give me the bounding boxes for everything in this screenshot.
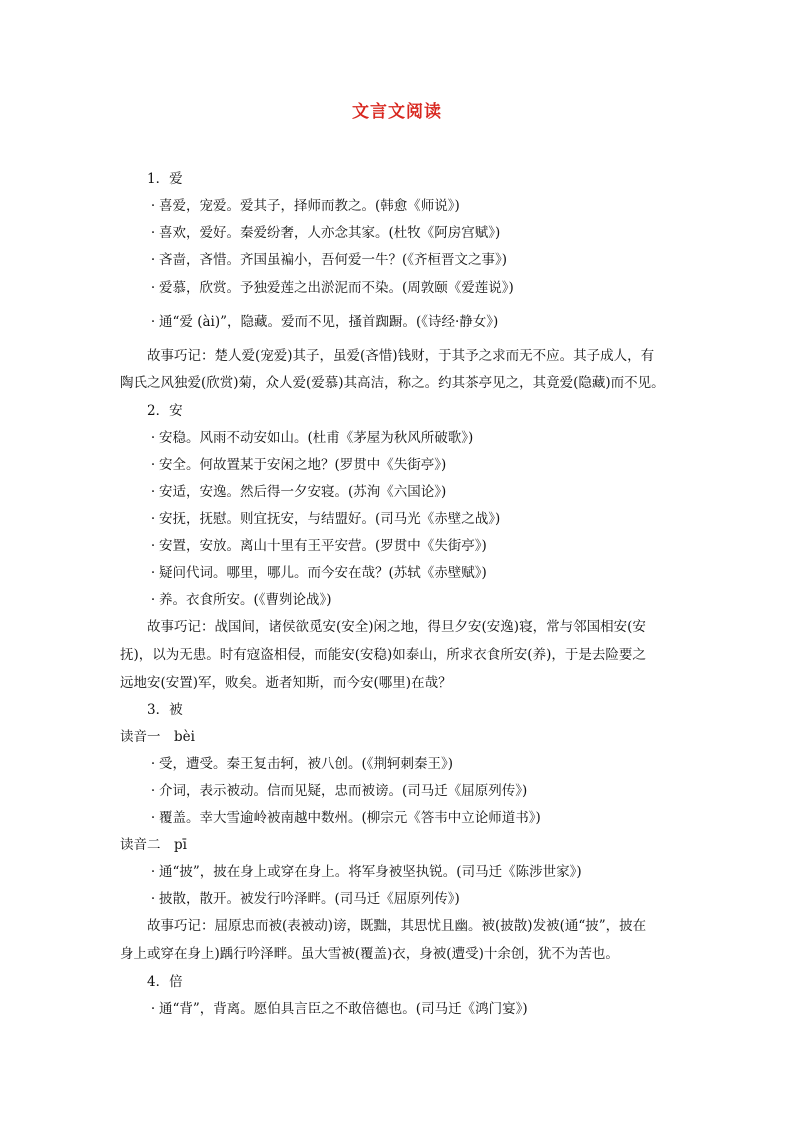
bullet: · [150, 538, 156, 554]
definition-item: · 喜爱，宠爱。爱其子，择师而教之。(韩愈《师说》) [147, 197, 460, 215]
section-heading-bei-4: 4．倍 [147, 974, 183, 990]
bullet: · [150, 252, 156, 268]
definition-item: · 通“背”，背离。愿伯具言臣之不敢倍德也。(司马迁《鸿门宴》) [147, 1000, 528, 1018]
definition-item: · 安全。何故置某于安闲之地？(罗贯中《失街亭》) [147, 456, 446, 474]
bullet: · [150, 891, 156, 907]
story-line: 远地安(安置)军，败矣。逝者知斯，而今安(哪里)在哉？ [120, 675, 452, 691]
definition-item: · 喜欢，爱好。秦爱纷奢，人亦念其家。(杜牧《阿房宫赋》) [147, 224, 500, 242]
bullet: · [150, 756, 156, 772]
story-line: 陶氏之风独爱(欣赏)菊，众人爱(爱慕)其高洁，称之。约其茶亭见之，其竟爱(隐藏)而不见。 [120, 375, 665, 391]
bullet: · [150, 430, 156, 446]
definition-item: · 通“爱 (ài)”，隐藏。爱而不见，搔首踟蹰。(《诗经·静女》) [147, 313, 498, 331]
story-line: 故事巧记：楚人爱(宠爱)其子，虽爱(吝惜)钱财，于其予之求而无不应。其子成人，有 [147, 348, 655, 364]
definition-item: · 养。衣食所安。(《曹刿论战》) [147, 591, 332, 609]
reading-label: 读音一 bèi [120, 729, 195, 745]
bullet: · [150, 783, 156, 799]
section-heading-ai: 1．爱 [147, 171, 183, 187]
definition-item: · 安适，安逸。然后得一夕安寝。(苏洵《六国论》) [147, 483, 446, 501]
definition-item: · 通“披”，披在身上或穿在身上。将军身被坚执锐。(司马迁《陈涉世家》) [147, 863, 582, 881]
bullet: · [150, 280, 156, 296]
section-heading-bei: 3．被 [147, 702, 183, 718]
story-line: 身上或穿在身上)踽行吟泽畔。虽大雪被(覆盖)衣，身被(遭受)十余创，犹不为苦也。 [120, 946, 619, 962]
definition-item: · 受，遭受。秦王复击轲，被八创。(《荆轲刺秦王》) [147, 755, 453, 773]
story-line: 故事巧记：屈原忠而被(表被动)谤，既黜，其思忧且幽。被(披散)发被(通“披”，披在 [147, 918, 647, 934]
bullet: · [150, 1001, 156, 1017]
definition-item: · 爱慕，欣赏。予独爱莲之出淤泥而不染。(周敦颐《爱莲说》) [147, 279, 514, 297]
bullet: · [150, 198, 156, 214]
bullet: · [150, 457, 156, 473]
section-heading-an: 2．安 [147, 403, 183, 419]
bullet: · [150, 314, 156, 330]
definition-item: · 披散，散开。被发行吟泽畔。(司马迁《屈原列传》) [147, 890, 460, 908]
definition-item: · 安抚，抚慰。则宜抚安，与结盟好。(司马光《赤壁之战》) [147, 510, 500, 528]
bullet: · [150, 511, 156, 527]
bullet: · [150, 565, 156, 581]
bullet: · [150, 810, 156, 826]
definition-item: · 安稳。风雨不动安如山。(杜甫《茅屋为秋风所破歌》) [147, 429, 473, 447]
page-title: 文言文阅读 [352, 102, 442, 122]
bullet: · [150, 864, 156, 880]
bullet: · [150, 592, 156, 608]
definition-item: · 安置，安放。离山十里有王平安营。(罗贯中《失街亭》) [147, 537, 487, 555]
reading-label: 读音二 pī [120, 837, 187, 853]
story-line: 故事巧记：战国间，诸侯欲觅安(安全)闲之地，得旦夕安(安逸)寝，常与邻国相安(安 [147, 619, 646, 635]
definition-item: · 疑问代词。哪里，哪儿。而今安在哉？(苏轼《赤壁赋》) [147, 564, 487, 582]
story-line: 抚)，以为无患。时有寇盗相侵，而能安(安稳)如泰山，所求衣食所安(养)，于是去险要之 [120, 647, 646, 663]
definition-item: · 覆盖。幸大雪逾岭被南越中数州。(柳宗元《答韦中立论师道书》) [147, 809, 541, 827]
definition-item: · 吝啬，吝惜。齐国虽褊小，吾何爱一牛？(《齐桓晋文之事》) [147, 251, 507, 269]
definition-item: · 介词，表示被动。信而见疑，忠而被谤。(司马迁《屈原列传》) [147, 782, 527, 800]
bullet: · [150, 225, 156, 241]
bullet: · [150, 484, 156, 500]
